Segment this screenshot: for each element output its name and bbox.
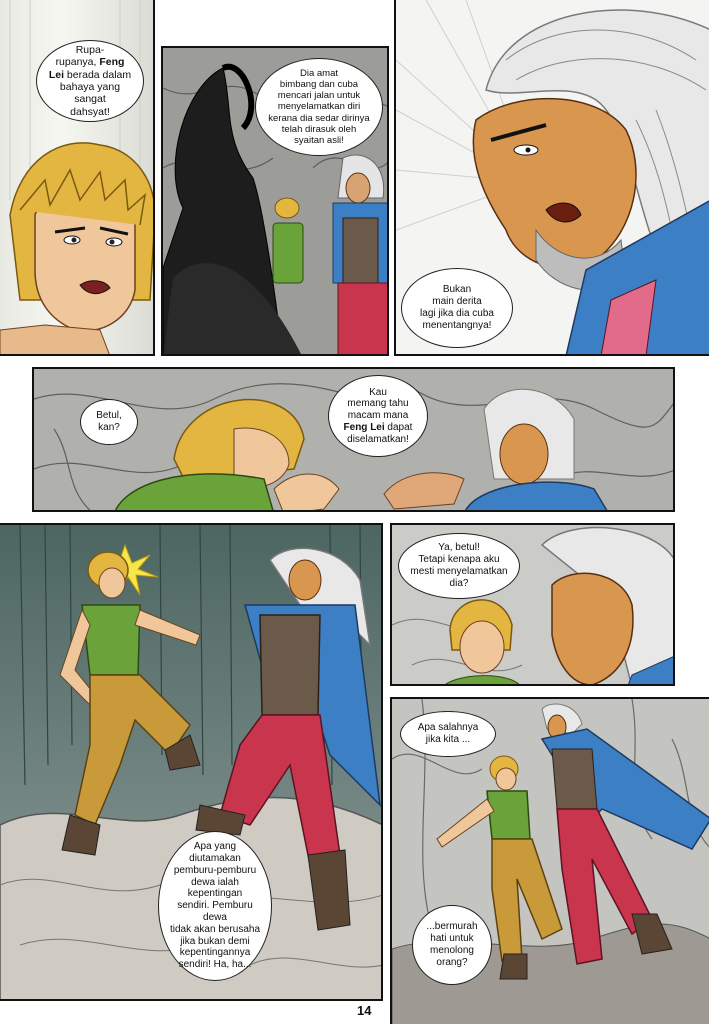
panel-2 — [161, 46, 389, 356]
panel-3 — [394, 0, 709, 356]
bubble-text: Ya, betul! Tetapi kenapa aku mesti menyelamatkan dia? — [410, 542, 508, 589]
bubble-text: Dia amat bimbang dan cuba mencari jalan untuk menyelamatkan diri kerana dia sedar dirinya telah dirasuk oleh syaitan asli! — [268, 67, 370, 146]
bubble-text: Betul, kan? — [96, 410, 122, 433]
speech-bubble-p4-a — [80, 399, 138, 445]
speech-bubble-p3 — [401, 268, 513, 348]
speech-bubble-p6 — [398, 533, 520, 599]
bubble-text: ...bermurah hati untuk menolong orang? — [426, 921, 478, 968]
speech-bubble-p7-b — [412, 905, 492, 985]
speech-bubble-p1 — [36, 40, 144, 122]
bubble-text: Bukan main derita lagi jika dia cuba menentangnya! — [420, 284, 494, 331]
panel-1 — [0, 0, 155, 356]
bubble-text: Apa salahnya jika kita ... — [417, 722, 479, 745]
speech-bubble-p5 — [158, 831, 272, 981]
page-number: 14 — [357, 1003, 372, 1018]
panel-5 — [0, 523, 383, 1001]
speech-bubble-p2 — [255, 58, 383, 156]
panel-4 — [32, 367, 675, 512]
bubble-text: dapat diselamatkan! — [347, 421, 413, 445]
bubble-text: berada dalam bahaya yang sangat dahsyat! — [59, 68, 132, 118]
speech-bubble-p7-a — [400, 711, 496, 757]
bubble-bold: Feng Lei — [343, 421, 385, 433]
panel-7 — [390, 697, 709, 1024]
speech-bubble-p4-b — [328, 375, 428, 457]
bubble-text: Kau memang tahu macam mana — [347, 386, 409, 422]
bubble-text: Rupa- rupanya, — [55, 43, 105, 69]
bubble-bold: Feng Lei — [48, 56, 125, 81]
panel-6 — [390, 523, 675, 686]
bubble-text: Apa yang diutamakan pemburu-pemburu dewa ialah kepentingan sendiri. Pemburu dewa tidak akan berusaha jika bukan demi kepentingannya sendiri! Ha, ha... — [169, 841, 261, 971]
